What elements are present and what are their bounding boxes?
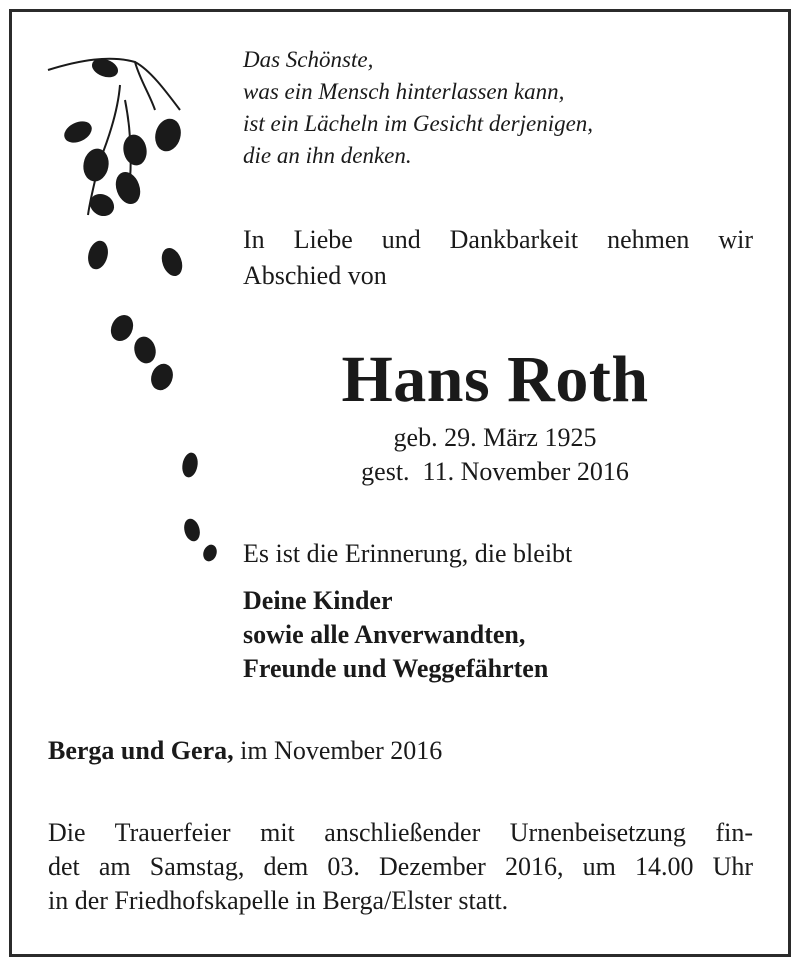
service-line: in der Friedhofskapelle in Berga/Elster statt. (48, 886, 509, 915)
quote-line: die an ihn denken. (243, 143, 412, 168)
mourners-list (243, 584, 548, 686)
quote-line: was ein Mensch hinterlassen kann, (243, 79, 565, 104)
life-dates (280, 421, 710, 489)
falling-leaves-icon (40, 40, 240, 580)
place: Berga und Gera, (48, 736, 234, 765)
farewell-intro (243, 222, 753, 294)
intro-line-1: In Liebe und Dankbarkeit nehmen wir (243, 225, 753, 254)
date: im November 2016 (233, 736, 443, 765)
mourner-line: sowie alle Anverwandten, (243, 620, 526, 649)
funeral-service-notice (48, 816, 753, 918)
death-date: gest. 11. November 2016 (361, 457, 629, 486)
place-and-date (48, 733, 442, 769)
deceased-name: Hans Roth (341, 343, 649, 416)
quote-line: Das Schönste, (243, 47, 374, 72)
memory-line: Es ist die Erinnerung, die bleibt (243, 539, 573, 568)
quote-line: ist ein Lächeln im Gesicht derjenigen, (243, 111, 594, 136)
service-line: det am Samstag, dem 03. Dezember 2016, um 14.00 Uhr (48, 852, 753, 881)
intro-line-2: Abschied von (243, 261, 387, 290)
service-line: Die Trauerfeier mit anschließender Urnenbeisetzung fin- (48, 818, 753, 847)
memorial-quote (243, 44, 593, 172)
birth-date: geb. 29. März 1925 (393, 423, 597, 452)
mourner-line: Freunde und Weggefährten (243, 654, 549, 683)
mourner-line: Deine Kinder (243, 586, 393, 615)
